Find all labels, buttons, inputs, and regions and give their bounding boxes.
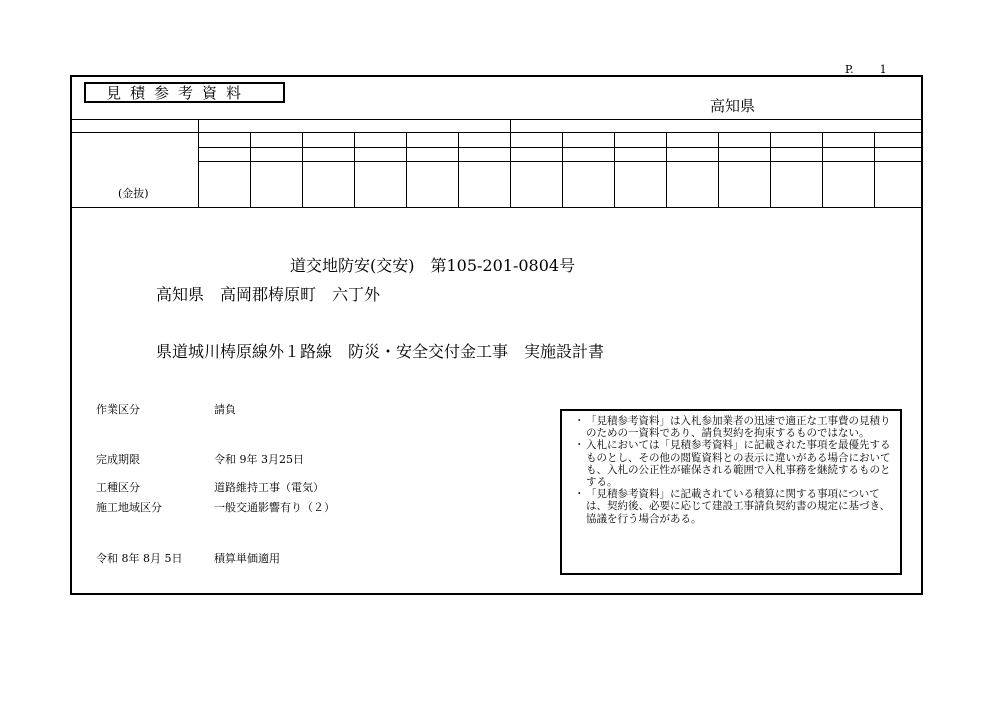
- detail-value: 道路維持工事（電気）: [214, 481, 324, 494]
- grid-line: [72, 132, 921, 133]
- pricing-note: 積算単価適用: [214, 552, 280, 565]
- notice-item: [574, 439, 892, 488]
- grid-line: [770, 132, 771, 207]
- notice-item: [574, 415, 892, 439]
- contract-name: 県道城川梼原線外１路線 防災・安全交付金工事 実施設計書: [156, 342, 605, 361]
- detail-value: 請負: [214, 403, 236, 416]
- header-divider: [72, 119, 921, 120]
- contract-number: 道交地防安(交安) 第105-201-0804号: [290, 256, 576, 275]
- grid-line: [354, 132, 355, 207]
- grid-line: [302, 132, 303, 207]
- page-number-label: P.: [845, 63, 854, 76]
- detail-label: 施工地域区分: [96, 501, 162, 514]
- grid-line: [250, 132, 251, 207]
- detail-label: 完成期限: [96, 453, 140, 466]
- grid-line: [458, 132, 459, 207]
- prefecture-name: 高知県: [710, 97, 756, 115]
- detail-label: 作業区分: [96, 403, 140, 416]
- grid-line: [614, 132, 615, 207]
- grid-line: [198, 161, 921, 162]
- contract-location: 高知県 高岡郡梼原町 六丁外: [156, 285, 381, 304]
- bullet: ・: [574, 488, 585, 501]
- page-number-value: 1: [879, 63, 887, 76]
- bullet: ・: [574, 439, 585, 452]
- grid-line: [666, 132, 667, 207]
- notice-item: [574, 488, 892, 525]
- grid-line: [198, 147, 921, 148]
- grid-bottom-line: [72, 207, 921, 208]
- bullet: ・: [574, 415, 585, 427]
- issue-date: 令和 8年 8月 5日: [96, 552, 183, 565]
- grid-line: [718, 132, 719, 207]
- detail-value: 一般交通影響有り（２）: [214, 501, 335, 514]
- detail-label: 工種区分: [96, 481, 140, 494]
- grid-line: [198, 119, 199, 207]
- detail-value: 令和 9年 3月25日: [214, 453, 304, 466]
- notice-box: [560, 409, 902, 575]
- notice-text: 「見積参考資料」は入札参加業者の迅速で適正な工事費の見積りのための一資料であり、請負契約を拘束するものではない。: [586, 415, 891, 440]
- grid-line: [510, 119, 511, 207]
- grid-line: [406, 132, 407, 207]
- notice-text: 入札においては「見積参考資料」に記載された事項を最優先するものとし、その他の閲覧資料との表示に違いがある場合においても、入札の公正性が確保される範囲で入札事務を継続するものとする。: [586, 439, 891, 489]
- amount-note: (金抜): [118, 187, 149, 200]
- grid-line: [822, 132, 823, 207]
- grid-line: [562, 132, 563, 207]
- notice-text: 「見積参考資料」に記載されている積算に関する事項については、契約後、必要に応じて建設工事請負契約書の規定に基づき、協議を行う場合がある。: [586, 488, 891, 525]
- document-title: 見積参考資料: [84, 82, 285, 103]
- grid-line: [874, 132, 875, 207]
